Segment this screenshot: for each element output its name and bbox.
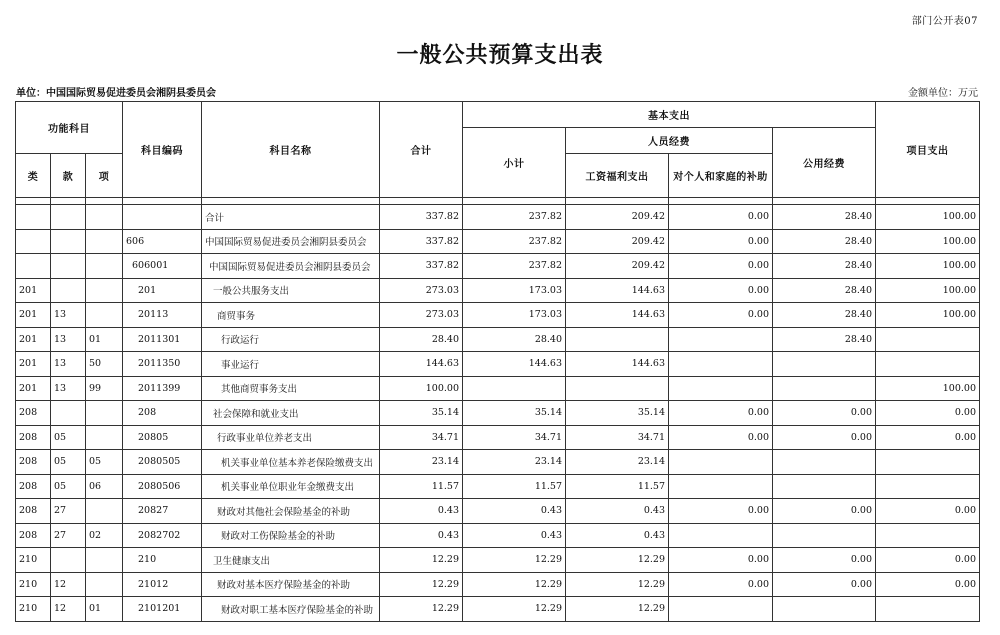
- cell-xiang: [86, 425, 123, 450]
- cell-name: 机关事业单位基本养老保险缴费支出: [202, 450, 380, 475]
- cell-code: 2082702: [123, 523, 202, 548]
- table-row: [16, 327, 980, 352]
- cell-xiang: [86, 278, 123, 303]
- cell-xiang: [86, 303, 123, 328]
- cell-lei: 208: [16, 401, 51, 426]
- cell-lei: [16, 205, 51, 230]
- cell-xiang: 99: [86, 376, 123, 401]
- table-row: [16, 254, 980, 279]
- cell-kuan: 05: [51, 450, 86, 475]
- cell-project: 0.00: [876, 499, 980, 524]
- cell-kuan: 13: [51, 303, 86, 328]
- table-row: [16, 303, 980, 328]
- cell-total: 28.40: [380, 327, 463, 352]
- cell-xiang: [86, 205, 123, 230]
- cell-kuan: 05: [51, 474, 86, 499]
- cell-subtotal: 12.29: [463, 548, 566, 573]
- cell-subtotal: 11.57: [463, 474, 566, 499]
- unit-line: [16, 84, 978, 99]
- cell-project: 100.00: [876, 303, 980, 328]
- cell-wages: 23.14: [566, 450, 669, 475]
- cell-lei: 208: [16, 425, 51, 450]
- cell-public: 28.40: [773, 205, 876, 230]
- table-row: [16, 523, 980, 548]
- cell-name: 商贸事务: [202, 303, 380, 328]
- cell-lei: 208: [16, 499, 51, 524]
- cell-project: 100.00: [876, 278, 980, 303]
- header-basic: 基本支出: [463, 102, 876, 128]
- cell-name: 财政对职工基本医疗保险基金的补助: [202, 597, 380, 622]
- cell-xiang: [86, 499, 123, 524]
- amount-unit-label: 金额单位：万元: [908, 88, 978, 99]
- header-code: 科目编码: [123, 102, 202, 198]
- cell-subsidy: 0.00: [669, 572, 773, 597]
- cell-kuan: 05: [51, 425, 86, 450]
- cell-project: [876, 597, 980, 622]
- cell-xiang: [86, 254, 123, 279]
- cell-wages: 35.14: [566, 401, 669, 426]
- cell-name: 财政对工伤保险基金的补助: [202, 523, 380, 548]
- cell-subsidy: [669, 474, 773, 499]
- table-row: [16, 352, 980, 377]
- cell-wages: [566, 327, 669, 352]
- cell-wages: 12.29: [566, 548, 669, 573]
- cell-subsidy: 0.00: [669, 278, 773, 303]
- cell-total: 11.57: [380, 474, 463, 499]
- cell-wages: 209.42: [566, 229, 669, 254]
- form-number: 部门公开表07: [911, 16, 978, 27]
- cell-code: 2011399: [123, 376, 202, 401]
- table-row: [16, 205, 980, 230]
- cell-subtotal: 173.03: [463, 278, 566, 303]
- cell-code: 2101201: [123, 597, 202, 622]
- cell-kuan: [51, 548, 86, 573]
- cell-xiang: 01: [86, 597, 123, 622]
- cell-code: 2080506: [123, 474, 202, 499]
- cell-subsidy: 0.00: [669, 401, 773, 426]
- cell-wages: 12.29: [566, 597, 669, 622]
- cell-wages: 209.42: [566, 254, 669, 279]
- table-row: [16, 474, 980, 499]
- cell-xiang: 01: [86, 327, 123, 352]
- cell-kuan: 13: [51, 327, 86, 352]
- table-row: [16, 499, 980, 524]
- cell-name: 财政对基本医疗保险基金的补助: [202, 572, 380, 597]
- cell-total: 337.82: [380, 254, 463, 279]
- header-xiang: 项: [86, 154, 123, 198]
- header-public: 公用经费: [773, 128, 876, 198]
- cell-subsidy: [669, 450, 773, 475]
- cell-subsidy: 0.00: [669, 205, 773, 230]
- table-body: [16, 205, 980, 622]
- cell-public: 28.40: [773, 278, 876, 303]
- cell-public: 0.00: [773, 425, 876, 450]
- cell-code: [123, 205, 202, 230]
- cell-total: 100.00: [380, 376, 463, 401]
- cell-total: 12.29: [380, 548, 463, 573]
- cell-name: 中国国际贸易促进委员会湘阴县委员会: [202, 229, 380, 254]
- cell-project: 0.00: [876, 548, 980, 573]
- cell-subtotal: 34.71: [463, 425, 566, 450]
- cell-kuan: [51, 278, 86, 303]
- cell-public: [773, 523, 876, 548]
- cell-subtotal: 0.43: [463, 523, 566, 548]
- cell-subsidy: [669, 523, 773, 548]
- cell-subsidy: 0.00: [669, 229, 773, 254]
- cell-subsidy: 0.00: [669, 425, 773, 450]
- cell-name: 社会保障和就业支出: [202, 401, 380, 426]
- cell-xiang: 02: [86, 523, 123, 548]
- unit-label: 单位：中国国际贸易促进委员会湘阴县委员会: [16, 88, 216, 99]
- header-kuan: 款: [51, 154, 86, 198]
- cell-public: [773, 474, 876, 499]
- cell-subsidy: 0.00: [669, 254, 773, 279]
- cell-subsidy: [669, 376, 773, 401]
- cell-total: 273.03: [380, 278, 463, 303]
- cell-xiang: [86, 401, 123, 426]
- cell-wages: 11.57: [566, 474, 669, 499]
- cell-public: 0.00: [773, 548, 876, 573]
- cell-total: 0.43: [380, 499, 463, 524]
- cell-public: [773, 450, 876, 475]
- cell-name: 机关事业单位职业年金缴费支出: [202, 474, 380, 499]
- cell-xiang: 05: [86, 450, 123, 475]
- cell-subsidy: 0.00: [669, 303, 773, 328]
- cell-public: 0.00: [773, 401, 876, 426]
- cell-project: [876, 327, 980, 352]
- cell-wages: 209.42: [566, 205, 669, 230]
- cell-kuan: [51, 229, 86, 254]
- table-row: [16, 376, 980, 401]
- cell-lei: 210: [16, 597, 51, 622]
- cell-total: 35.14: [380, 401, 463, 426]
- cell-lei: 208: [16, 450, 51, 475]
- cell-name: 合计: [202, 205, 380, 230]
- cell-code: 2011350: [123, 352, 202, 377]
- cell-lei: [16, 254, 51, 279]
- cell-name: 行政事业单位养老支出: [202, 425, 380, 450]
- cell-lei: 208: [16, 474, 51, 499]
- cell-wages: 0.43: [566, 523, 669, 548]
- cell-name: 其他商贸事务支出: [202, 376, 380, 401]
- cell-lei: 201: [16, 278, 51, 303]
- cell-total: 23.14: [380, 450, 463, 475]
- cell-public: 0.00: [773, 499, 876, 524]
- cell-total: 34.71: [380, 425, 463, 450]
- cell-project: 100.00: [876, 376, 980, 401]
- cell-code: 208: [123, 401, 202, 426]
- cell-lei: 210: [16, 548, 51, 573]
- cell-wages: 144.63: [566, 278, 669, 303]
- cell-kuan: 12: [51, 572, 86, 597]
- cell-wages: 12.29: [566, 572, 669, 597]
- cell-subtotal: 12.29: [463, 597, 566, 622]
- budget-table: [15, 101, 980, 622]
- cell-total: 337.82: [380, 205, 463, 230]
- header-subsidy: 对个人和家庭的补助: [669, 154, 773, 198]
- cell-public: 28.40: [773, 229, 876, 254]
- cell-code: 20827: [123, 499, 202, 524]
- cell-xiang: [86, 229, 123, 254]
- cell-subtotal: 237.82: [463, 229, 566, 254]
- cell-public: 28.40: [773, 327, 876, 352]
- cell-wages: [566, 376, 669, 401]
- cell-subsidy: [669, 327, 773, 352]
- cell-project: 0.00: [876, 425, 980, 450]
- cell-kuan: 12: [51, 597, 86, 622]
- cell-project: [876, 523, 980, 548]
- cell-public: 28.40: [773, 303, 876, 328]
- cell-lei: [16, 229, 51, 254]
- cell-total: 12.29: [380, 597, 463, 622]
- cell-subtotal: 28.40: [463, 327, 566, 352]
- cell-project: 100.00: [876, 205, 980, 230]
- cell-public: [773, 376, 876, 401]
- cell-name: 中国国际贸易促进委员会湘阴县委员会: [202, 254, 380, 279]
- cell-xiang: 50: [86, 352, 123, 377]
- cell-total: 144.63: [380, 352, 463, 377]
- cell-lei: 201: [16, 327, 51, 352]
- cell-subsidy: 0.00: [669, 499, 773, 524]
- cell-lei: 201: [16, 303, 51, 328]
- table-row: [16, 548, 980, 573]
- cell-code: 21012: [123, 572, 202, 597]
- cell-wages: 0.43: [566, 499, 669, 524]
- cell-subtotal: 23.14: [463, 450, 566, 475]
- cell-subtotal: 237.82: [463, 205, 566, 230]
- cell-wages: 144.63: [566, 303, 669, 328]
- cell-total: 337.82: [380, 229, 463, 254]
- cell-kuan: [51, 254, 86, 279]
- cell-total: 0.43: [380, 523, 463, 548]
- cell-project: 100.00: [876, 254, 980, 279]
- header-gap-row: [16, 198, 980, 205]
- cell-kuan: 13: [51, 352, 86, 377]
- header-personnel: 人员经费: [566, 128, 773, 154]
- cell-name: 事业运行: [202, 352, 380, 377]
- cell-subtotal: 237.82: [463, 254, 566, 279]
- cell-project: 0.00: [876, 572, 980, 597]
- cell-subsidy: [669, 597, 773, 622]
- cell-subtotal: 144.63: [463, 352, 566, 377]
- cell-project: [876, 352, 980, 377]
- cell-kuan: 27: [51, 499, 86, 524]
- cell-name: 一般公共服务支出: [202, 278, 380, 303]
- cell-kuan: [51, 205, 86, 230]
- cell-name: 行政运行: [202, 327, 380, 352]
- cell-xiang: 06: [86, 474, 123, 499]
- cell-public: [773, 352, 876, 377]
- cell-subsidy: 0.00: [669, 548, 773, 573]
- cell-subtotal: 0.43: [463, 499, 566, 524]
- cell-total: 12.29: [380, 572, 463, 597]
- cell-code: 2080505: [123, 450, 202, 475]
- cell-xiang: [86, 572, 123, 597]
- cell-lei: 201: [16, 352, 51, 377]
- cell-subtotal: 173.03: [463, 303, 566, 328]
- cell-lei: 210: [16, 572, 51, 597]
- header-name: 科目名称: [202, 102, 380, 198]
- cell-lei: 201: [16, 376, 51, 401]
- cell-project: [876, 450, 980, 475]
- cell-code: 210: [123, 548, 202, 573]
- header-project: 项目支出: [876, 102, 980, 198]
- cell-xiang: [86, 548, 123, 573]
- cell-code: 606: [123, 229, 202, 254]
- cell-kuan: [51, 401, 86, 426]
- header-wages: 工资福利支出: [566, 154, 669, 198]
- cell-code: 201: [123, 278, 202, 303]
- cell-code: 2011301: [123, 327, 202, 352]
- cell-project: [876, 474, 980, 499]
- header-lei: 类: [16, 154, 51, 198]
- cell-name: 卫生健康支出: [202, 548, 380, 573]
- cell-kuan: 13: [51, 376, 86, 401]
- table-row: [16, 278, 980, 303]
- cell-project: 100.00: [876, 229, 980, 254]
- cell-project: 0.00: [876, 401, 980, 426]
- table-row: [16, 229, 980, 254]
- table-row: [16, 597, 980, 622]
- cell-public: [773, 597, 876, 622]
- header-function-subject: 功能科目: [16, 102, 123, 154]
- cell-subtotal: [463, 376, 566, 401]
- cell-name: 财政对其他社会保险基金的补助: [202, 499, 380, 524]
- cell-total: 273.03: [380, 303, 463, 328]
- cell-kuan: 27: [51, 523, 86, 548]
- header-total: 合计: [380, 102, 463, 198]
- page-title: 一般公共预算支出表: [396, 42, 604, 68]
- table-row: [16, 401, 980, 426]
- cell-public: 28.40: [773, 254, 876, 279]
- cell-lei: 208: [16, 523, 51, 548]
- header-subtotal: 小计: [463, 128, 566, 198]
- cell-subtotal: 35.14: [463, 401, 566, 426]
- cell-public: 0.00: [773, 572, 876, 597]
- table-row: [16, 425, 980, 450]
- cell-subtotal: 12.29: [463, 572, 566, 597]
- cell-wages: 144.63: [566, 352, 669, 377]
- cell-code: 606001: [123, 254, 202, 279]
- cell-wages: 34.71: [566, 425, 669, 450]
- cell-subsidy: [669, 352, 773, 377]
- cell-code: 20113: [123, 303, 202, 328]
- table-row: [16, 572, 980, 597]
- table-row: [16, 450, 980, 475]
- cell-code: 20805: [123, 425, 202, 450]
